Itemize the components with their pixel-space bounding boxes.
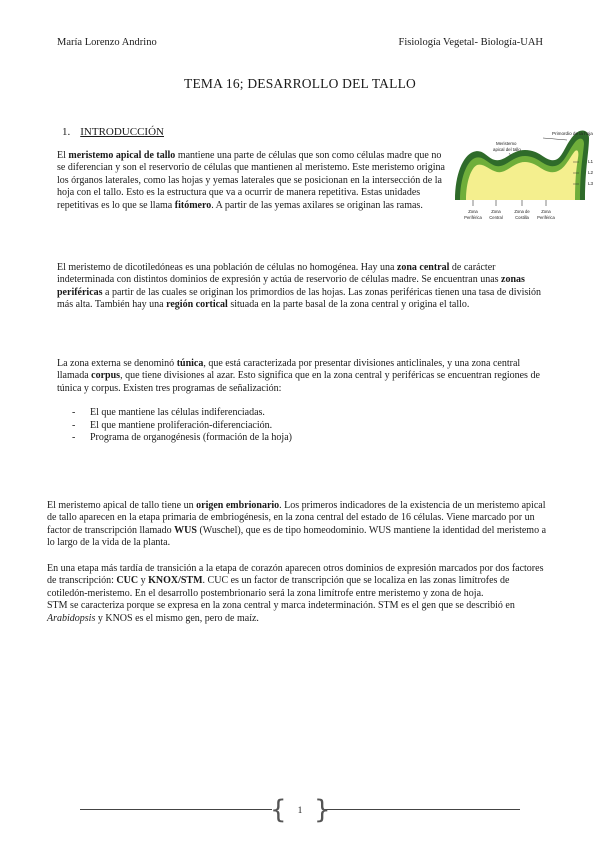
text-run: El meristemo de dicotiledóneas es una población de células no homogénea. Hay una bbox=[57, 262, 397, 273]
section-label: INTRODUCCIÓN bbox=[80, 126, 164, 138]
header-course: Fisiología Vegetal- Biología-UAH bbox=[398, 37, 543, 48]
bold-term: zona central bbox=[396, 262, 450, 273]
bold-term: origen embrionario bbox=[196, 500, 280, 511]
paragraph-tunica-corpus bbox=[57, 358, 547, 395]
bold-term: zonas periféricas bbox=[57, 274, 525, 298]
label-primordio: Primordio de la hoja bbox=[552, 131, 593, 136]
label-zona-periferica-a-1: Zona bbox=[468, 209, 478, 214]
text-run: . CUC es un factor de transcripción que se localiza en las zonas limítrofes de cotiledón-meristemo. En el desarrollo postembrionario será la zona limítrofe entre meristemo y zona de hoja. bbox=[47, 575, 510, 599]
bold-term: WUS bbox=[174, 524, 197, 536]
text-run: y KNOS es el mismo gen, pero de maíz. bbox=[95, 612, 259, 624]
bold-term: CUC bbox=[116, 575, 139, 587]
meristem-diagram bbox=[449, 126, 599, 228]
bold-term: fitómero bbox=[174, 199, 212, 211]
paragraph-stm bbox=[47, 600, 547, 625]
text-run: . A partir de las yemas axilares se originan las ramas. bbox=[211, 199, 423, 211]
label-l3: L3 bbox=[588, 181, 594, 186]
text-run: (Wuschel), que es de tipo homeodominio. WUS mantiene la identidad del meristemo a lo largo de la vida de la planta. bbox=[47, 524, 547, 549]
paragraph-cuc-knox bbox=[47, 563, 547, 625]
footer-bracket-right: } bbox=[314, 795, 331, 825]
label-zona-periferica-b-1: Zona bbox=[541, 209, 551, 214]
paragraph-cuc bbox=[47, 563, 547, 600]
label-zona-central-2: Central bbox=[489, 215, 503, 220]
list-item: - El que mantiene las células indiferenciadas. bbox=[72, 407, 292, 420]
footer-rule-left bbox=[80, 809, 272, 810]
text-run: . Los primeros indicadores de la existencia de un meristemo apical de tallo aparecen en la etapa primaria de embriogénesis, en la zona central del estado de 16 células. Viene marcado por un factor de transcripción llamado bbox=[47, 500, 546, 536]
label-l1: L1 bbox=[588, 159, 594, 164]
header-author: María Lorenzo Andrino bbox=[57, 37, 157, 48]
page-number: 1 bbox=[297, 806, 303, 816]
text-run: y bbox=[138, 575, 149, 587]
label-l2: L2 bbox=[588, 170, 594, 175]
paragraph-origen-embrionario bbox=[47, 500, 547, 550]
text-run: mantiene una parte de células que son como células madre que no se diferencian y son el reservorio de células que mantienen al meristemo. Este meristemo origina los órganos laterales, como las hojas y yemas laterales que se posicionan en la intersección de la hoja con el tallo. Esto es la estructura que va a ocurrir de manera repetitiva. Estas unidades repetitivas es lo que se llama bbox=[57, 150, 445, 211]
list-item: - Programa de organogénesis (formación de la hoja) bbox=[72, 432, 292, 445]
text-run: El meristemo apical de tallo tiene un bbox=[47, 500, 197, 511]
list-item: - El que mantiene proliferación-diferenciación. bbox=[72, 420, 292, 433]
label-zona-costilla-2: Costilla bbox=[515, 215, 529, 220]
page-title: TEMA 16; DESARROLLO DEL TALLO bbox=[184, 76, 416, 91]
bold-term: KNOX/STM bbox=[148, 575, 203, 587]
bold-term: túnica bbox=[176, 358, 204, 369]
text-run: La zona externa se denominó bbox=[57, 358, 177, 369]
label-zona-periferica-b-2: Periférica bbox=[537, 215, 555, 220]
section-number: 1. bbox=[62, 126, 71, 138]
footer-rule-right bbox=[324, 809, 520, 810]
text-run: de carácter indeterminada con distintos dominios de expresión y actúa de reservorio de células madre. Se encuentran unas bbox=[57, 262, 502, 286]
bold-term: corpus bbox=[91, 370, 121, 382]
section-heading bbox=[62, 126, 164, 138]
signaling-programs-list bbox=[72, 407, 292, 445]
bold-term: meristemo apical de tallo bbox=[68, 150, 176, 161]
footer-bracket-left: { bbox=[270, 795, 287, 825]
label-meristemo-1: Meristemo bbox=[496, 141, 517, 146]
paragraph-meristemo-apical bbox=[57, 150, 449, 212]
paragraph-zonas-meristemo bbox=[57, 262, 547, 312]
label-zona-periferica-a-2: Periférica bbox=[464, 215, 482, 220]
label-zona-central-1: Zona bbox=[491, 209, 501, 214]
text-run: a partir de las cuales se originan los primordios de las hojas. Las zonas periféricas tienen una tasa de división más alta. También hay una bbox=[57, 286, 542, 311]
text-run: situada en la parte basal de la zona central y origina el tallo. bbox=[227, 299, 470, 311]
text-run: , que tiene divisiones al azar. Esto significa que en la zona central y periféricas se encuentran regiones de túnica y corpus. Existen tres programas de señalización: bbox=[57, 370, 540, 394]
text-run: El bbox=[57, 150, 69, 161]
italic-term: Arabidopsis bbox=[47, 612, 96, 624]
text-run: En una etapa más tardía de transición a la etapa de corazón aparecen otros dominios de expresión marcados por dos factores de transcripción: bbox=[47, 563, 544, 587]
label-meristemo-2: apical del tallo bbox=[493, 147, 521, 152]
label-zona-costilla-1: Zona de bbox=[514, 209, 530, 214]
text-run: , que está caracterizada por presentar divisiones anticlinales, y una zona central llamada bbox=[57, 358, 521, 382]
text-run: STM se caracteriza porque se expresa en la zona central y marca indeterminación. STM es el gen que se describió en bbox=[47, 600, 515, 612]
bold-term: región cortical bbox=[166, 299, 228, 311]
